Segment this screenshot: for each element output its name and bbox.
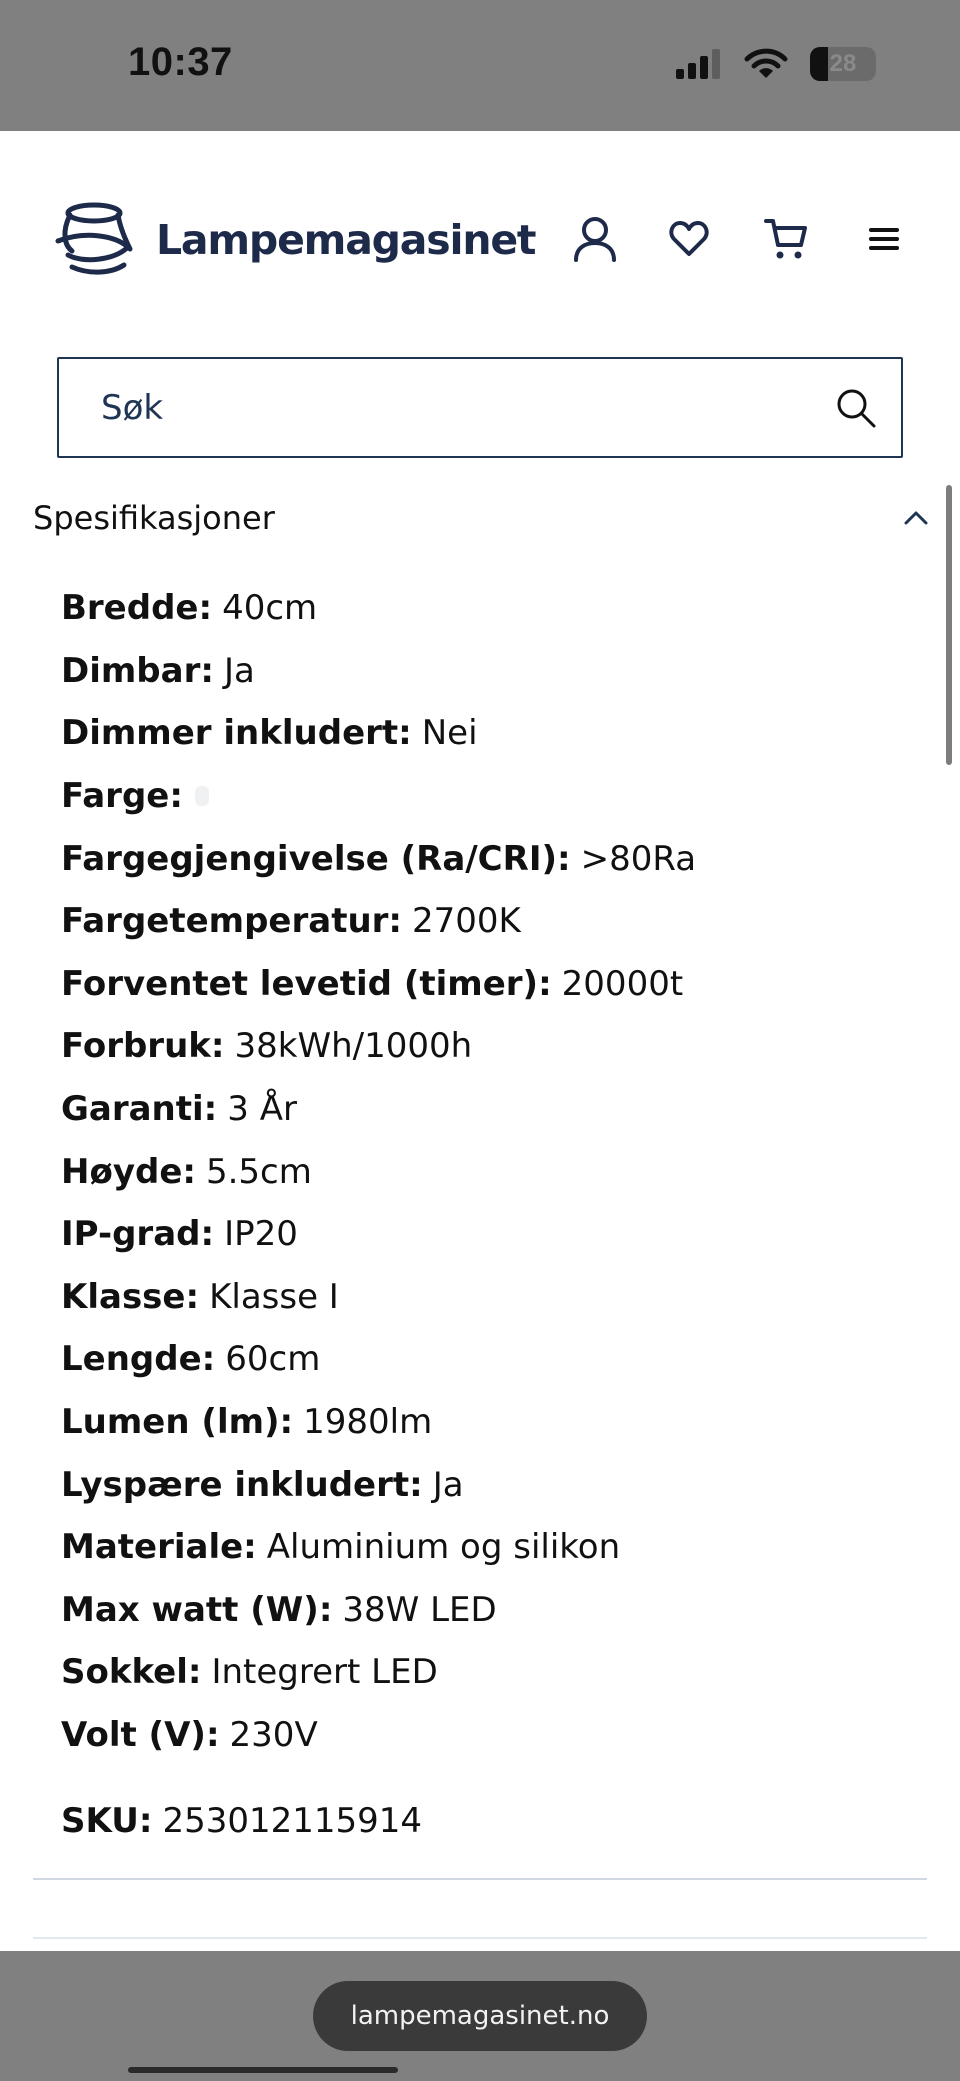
search-icon xyxy=(835,387,877,429)
spec-label: Bredde: xyxy=(61,588,213,629)
spec-label: Garanti: xyxy=(61,1089,218,1130)
spec-value: 230V xyxy=(229,1714,318,1755)
cellular-signal-icon xyxy=(676,49,722,79)
specifications-accordion-header[interactable] xyxy=(33,490,929,546)
spec-value: Klasse I xyxy=(209,1276,339,1317)
search-button[interactable] xyxy=(811,359,901,456)
lamp-logo-icon xyxy=(54,201,134,279)
spec-value: 20000t xyxy=(561,963,684,1004)
spec-label: Lumen (lm): xyxy=(61,1402,294,1443)
spec-label: Dimbar: xyxy=(61,650,214,691)
account-button[interactable] xyxy=(571,215,619,263)
menu-button[interactable] xyxy=(860,215,908,263)
spec-label: Forventet levetid (timer): xyxy=(61,963,552,1004)
color-swatch xyxy=(195,786,209,806)
spec-row xyxy=(61,827,696,890)
spec-label: Fargetemperatur: xyxy=(61,901,403,942)
battery-percent: 28 xyxy=(829,50,857,77)
battery-icon xyxy=(810,47,876,81)
spec-value: Aluminium og silikon xyxy=(266,1527,621,1568)
spec-row xyxy=(61,1641,696,1704)
hamburger-menu-icon xyxy=(867,225,901,253)
cart-icon xyxy=(764,217,808,261)
spec-label: Sokkel: xyxy=(61,1652,202,1693)
logo[interactable] xyxy=(54,201,535,279)
spec-value: 38kWh/1000h xyxy=(234,1026,473,1067)
spec-row xyxy=(61,1579,696,1642)
spec-label: Fargegjengivelse (Ra/CRI): xyxy=(61,838,571,879)
spec-value: 40cm xyxy=(222,588,318,629)
spec-label: Lyspære inkludert: xyxy=(61,1464,423,1505)
spec-value: 60cm xyxy=(225,1339,321,1380)
spec-row xyxy=(61,890,696,953)
spec-label: Dimmer inkludert: xyxy=(61,713,412,754)
spec-value: 1980lm xyxy=(303,1402,433,1443)
heart-icon xyxy=(669,221,709,257)
spec-row xyxy=(61,640,696,703)
spec-label: Forbruk: xyxy=(61,1026,225,1067)
spec-row xyxy=(61,1704,696,1767)
sku-row xyxy=(61,1793,422,1849)
spec-value: 3 År xyxy=(227,1089,297,1130)
search-box xyxy=(57,357,903,458)
spec-row xyxy=(61,702,696,765)
specifications-title: Spesifikasjoner xyxy=(33,499,275,537)
spec-value: 5.5cm xyxy=(205,1151,312,1192)
spec-row xyxy=(61,1516,696,1579)
spec-label: Materiale: xyxy=(61,1527,257,1568)
spec-value: Ja xyxy=(432,1464,464,1505)
sku-label: SKU: xyxy=(61,1801,153,1841)
spec-label: Høyde: xyxy=(61,1151,196,1192)
site-header xyxy=(0,131,960,351)
spec-row xyxy=(61,1266,696,1329)
spec-row xyxy=(61,953,696,1016)
spec-label: Lengde: xyxy=(61,1339,216,1380)
spec-value: >80Ra xyxy=(580,838,697,879)
cart-button[interactable] xyxy=(762,215,810,263)
divider xyxy=(33,1937,927,1939)
specifications-list xyxy=(61,577,696,1766)
user-icon xyxy=(573,216,617,262)
spec-value: Nei xyxy=(421,713,478,754)
spec-row xyxy=(61,1140,696,1203)
chevron-up-icon xyxy=(903,510,929,526)
spec-row xyxy=(61,1453,696,1516)
spec-row xyxy=(61,1203,696,1266)
spec-row xyxy=(61,1015,696,1078)
spec-row xyxy=(61,1328,696,1391)
browser-bottom-bar xyxy=(0,1951,960,2081)
page-scrollbar[interactable] xyxy=(946,485,952,765)
spec-label: Volt (V): xyxy=(61,1714,220,1755)
wifi-icon xyxy=(744,48,788,80)
status-time: 10:37 xyxy=(128,40,233,84)
spec-value: 2700K xyxy=(412,901,521,942)
spec-label: Farge: xyxy=(61,776,183,817)
spec-label: Klasse: xyxy=(61,1276,200,1317)
spec-value: Ja xyxy=(223,650,255,691)
divider xyxy=(33,1878,927,1880)
spec-label: Max watt (W): xyxy=(61,1589,333,1630)
spec-row xyxy=(61,765,696,828)
spec-label: IP-grad: xyxy=(61,1214,215,1255)
spec-value: Integrert LED xyxy=(211,1652,438,1693)
spec-row xyxy=(61,1078,696,1141)
status-icons xyxy=(676,46,876,82)
home-indicator xyxy=(128,2067,398,2073)
search-input[interactable] xyxy=(59,359,811,456)
url-bar[interactable]: lampemagasinet.no xyxy=(313,1981,647,2051)
spec-value: IP20 xyxy=(224,1214,298,1255)
wishlist-button[interactable] xyxy=(665,215,713,263)
sku-value: 253012115914 xyxy=(162,1801,423,1841)
status-bar xyxy=(0,0,960,131)
spec-row xyxy=(61,1391,696,1454)
spec-row xyxy=(61,577,696,640)
spec-value: 38W LED xyxy=(342,1589,497,1630)
logo-text: Lampemagasinet xyxy=(156,216,536,264)
